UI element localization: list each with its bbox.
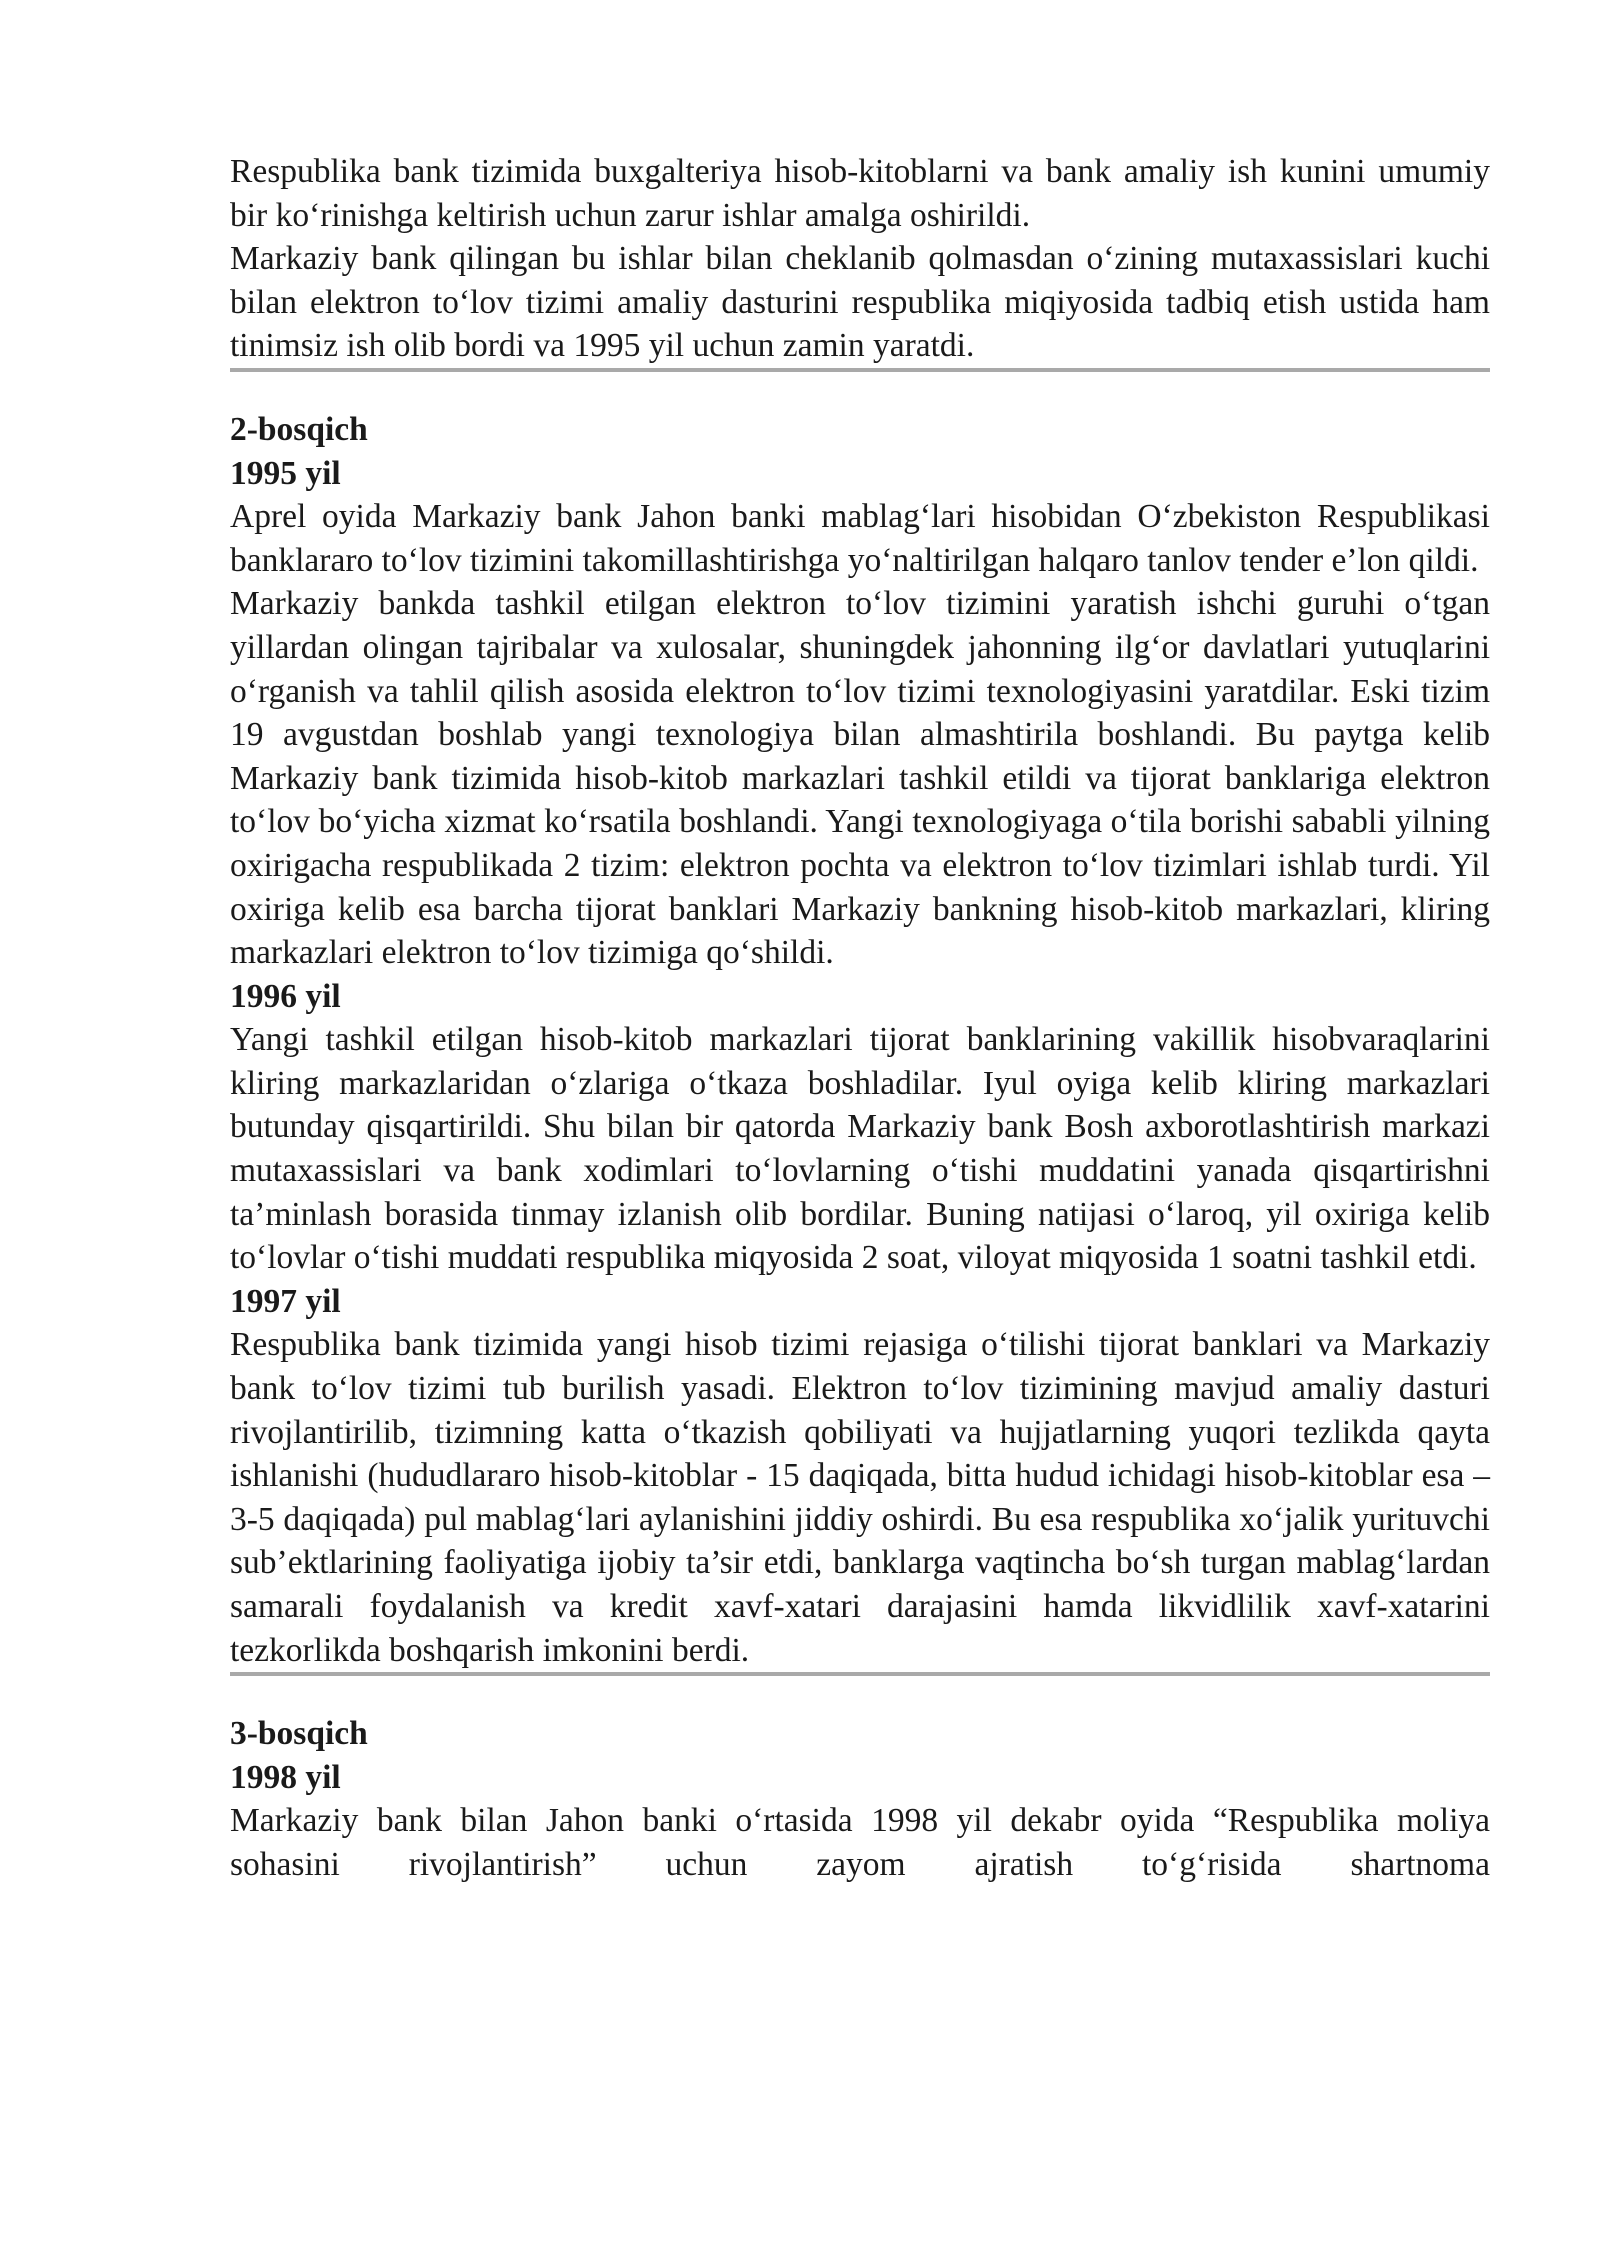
year-1997-heading: 1997 yil xyxy=(230,1282,341,1320)
year-1998-heading: 1998 yil xyxy=(230,1758,341,1796)
stage-2-heading: 2-bosqich xyxy=(230,410,368,448)
section-gap xyxy=(230,1676,1490,1712)
paragraph-accounting-unification: Respublika bank tizimida buxgalteriya hisob-kitoblarni va bank amaliy ish kunini umumiy bir ko‘rinishga keltirish uchun zarur ishlar amalga oshirildi. xyxy=(230,153,1490,234)
year-1996-heading: 1996 yil xyxy=(230,977,341,1015)
paragraph-1996: Yangi tashkil etilgan hisob-kitob markazlari tijorat banklarining vakillik hisobvaraqlarini kliring markazlaridan o‘zlariga o‘tkaza boshladilar. Iyul oyiga kelib kliring markazlari butunday qisqartirildi. Shu bilan bir qatorda Markaziy bank Bosh axborotlashtirish markazi mutaxassislari va bank xodimlari to‘lovlarning o‘tishi muddatini yanada qisqartirishni ta’minlash borasida tinmay izlanish olib bordilar. Buning natijasi o‘laroq, yil oxiriga kelib to‘lovlar o‘tishi muddati respublika miqyosida 2 soat, viloyat miqyosida 1 soatni tashkil etdi. xyxy=(230,1021,1490,1277)
paragraph-1998: Markaziy bank bilan Jahon banki o‘rtasida 1998 yil dekabr oyida “Respublika moliya sohasini rivojlantirish” uchun zayom ajratish to‘g‘risida shartnoma xyxy=(230,1802,1490,1883)
year-1995-heading: 1995 yil xyxy=(230,454,341,492)
paragraph-1995-tender: Aprel oyida Markaziy bank Jahon banki mablag‘lari hisobidan O‘zbekiston Respublikasi banklararo to‘lov tizimini takomillashtirishga yo‘naltirilgan halqaro tanlov tender e’lon qildi. xyxy=(230,498,1490,579)
section-gap xyxy=(230,372,1490,408)
paragraph-1995-working-group: Markaziy bankda tashkil etilgan elektron to‘lov tizimini yaratish ishchi guruhi o‘tgan yillardan olingan tajribalar va xulosalar, shuningdek jahonning ilg‘or davlatlari yutuqlarini o‘rganish va tahlil qilish asosida elektron to‘lov tizimi texnologiyasini yaratdilar. Eski tizim 19 avgustdan boshlab yangi texnologiya bilan almashtirila boshlandi. Bu paytga kelib Markaziy bank tizimida hisob-kitob markazlari tashkil etildi va tijorat banklariga elektron to‘lov bo‘yicha xizmat ko‘rsatila boshlandi. Yangi texnologiyaga o‘tila borishi sababli yilning oxirigacha respublikada 2 tizim: elektron pochta va elektron to‘lov tizimlari ishlab turdi. Yil oxiriga kelib esa barcha tijorat banklari Markaziy bankning hisob-kitob markazlari, kliring markazlari elektron to‘lov tizimiga qo‘shildi. xyxy=(230,585,1490,972)
paragraph-central-bank-groundwork: Markaziy bank qilingan bu ishlar bilan cheklanib qolmasdan o‘zining mutaxassislari kuchi bilan elektron to‘lov tizimi amaliy dasturini respublika miqiyosida tadbiq etish ustida ham tinimsiz ish olib bordi va 1995 yil uchun zamin yaratdi. xyxy=(230,240,1490,365)
stage-3-heading: 3-bosqich xyxy=(230,1715,368,1753)
paragraph-1997: Respublika bank tizimida yangi hisob tizimi rejasiga o‘tilishi tijorat banklari va Markaziy bank to‘lov tizimi tub burilish yasadi. Elektron to‘lov tizimining mavjud amaliy dasturi rivojlantirilib, tizimning katta o‘tkazish qobiliyati va hujjatlarning yuqori tezlikda qayta ishlanishi (hududlararo hisob-kitoblar - 15 daqiqada, bitta hudud ichidagi hisob-kitoblar esa – 3-5 daqiqada) pul mablag‘lari aylanishini jiddiy oshirdi. Bu esa respublika xo‘jalik yurituvchi sub’ektlarining faoliyatiga ijobiy ta’sir etdi, banklarga vaqtincha bo‘sh turgan mablag‘lardan samarali foydalanish va kredit xavf-xatari darajasini hamda likvidlilik xavf-xatarini tezkorlikda boshqarish imkonini berdi. xyxy=(230,1326,1490,1669)
document-page xyxy=(230,150,1490,1887)
